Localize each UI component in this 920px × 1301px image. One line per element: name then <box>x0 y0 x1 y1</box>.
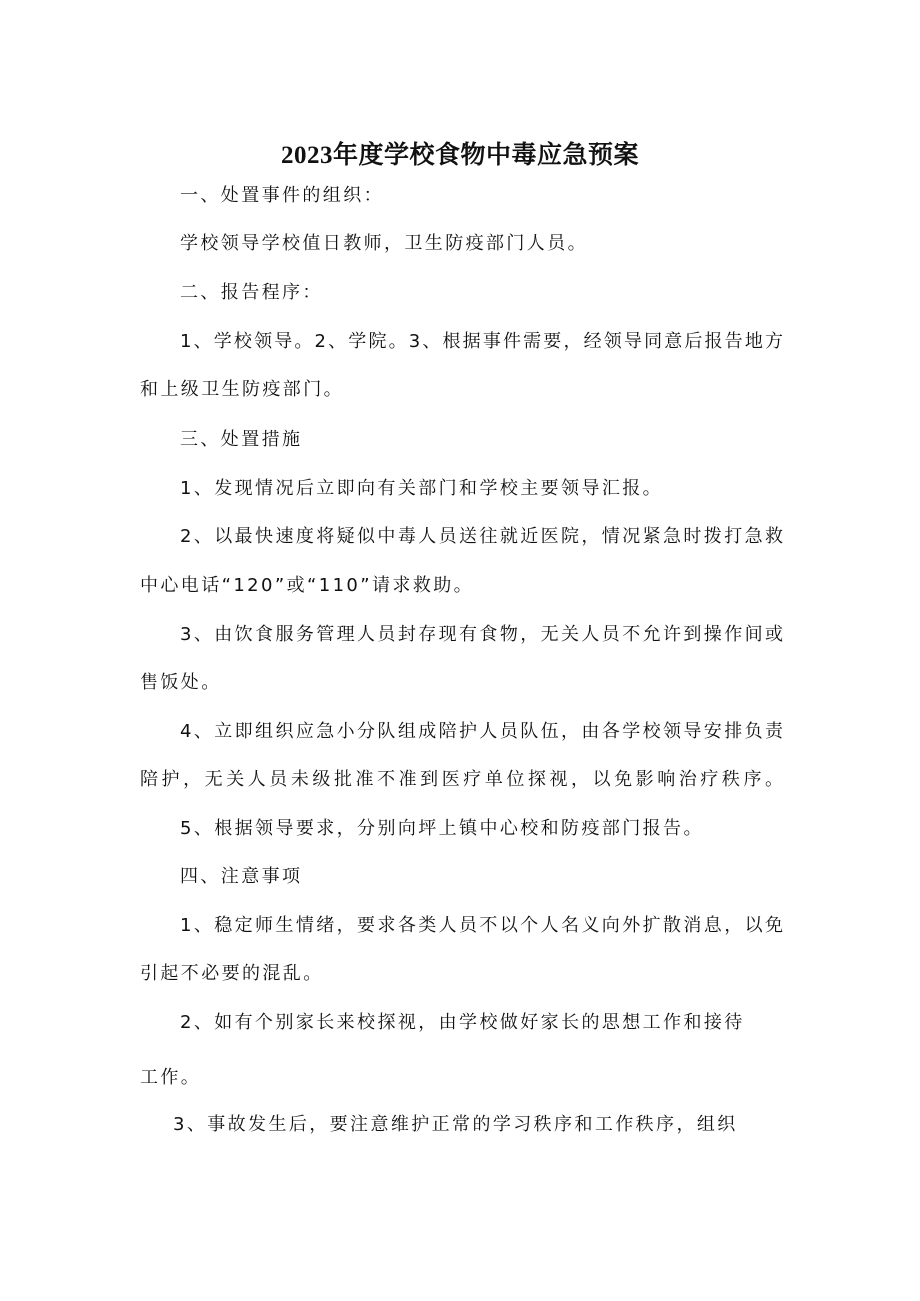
section-heading-3: 三、处置措施 <box>180 429 303 450</box>
paragraph-line: 1、学校领导。2、学院。3、根据事件需要，经领导同意后报告地方 <box>180 331 783 352</box>
paragraph-line: 陪护，无关人员未级批准不准到医疗单位探视，以免影响治疗秩序。 <box>140 769 783 790</box>
paragraph-line: 3、事故发生后，要注意维护正常的学习秩序和工作秩序，组织 <box>173 1114 738 1135</box>
paragraph-line: 3、由饮食服务管理人员封存现有食物，无关人员不允许到操作间或 <box>180 624 783 645</box>
paragraph-line: 2、以最快速度将疑似中毒人员送往就近医院，情况紧急时拨打急救 <box>180 526 783 547</box>
paragraph-line: 2、如有个别家长来校探视，由学校做好家长的思想工作和接待 <box>180 1012 745 1033</box>
paragraph-line: 4、立即组织应急小分队组成陪护人员队伍，由各学校领导安排负责 <box>180 721 783 742</box>
paragraph-line: 中心电话“120”或“110”请求救助。 <box>140 575 475 596</box>
paragraph-line: 1、发现情况后立即向有关部门和学校主要领导汇报。 <box>180 478 664 499</box>
paragraph-line: 1、稳定师生情绪，要求各类人员不以个人名义向外扩散消息，以免 <box>180 915 783 936</box>
document-title: 2023年度学校食物中毒应急预案 <box>280 142 639 169</box>
paragraph-line: 工作。 <box>140 1067 202 1088</box>
paragraph-line: 售饭处。 <box>140 672 222 693</box>
paragraph-line: 引起不必要的混乱。 <box>140 963 324 984</box>
paragraph-line: 学校领导学校值日教师，卫生防疫部门人员。 <box>180 233 588 254</box>
section-heading-4: 四、注意事项 <box>180 866 303 887</box>
paragraph-line: 和上级卫生防疫部门。 <box>140 379 344 400</box>
section-heading-1: 一、处置事件的组织： <box>180 185 384 206</box>
section-heading-2: 二、报告程序： <box>180 282 323 303</box>
paragraph-line: 5、根据领导要求，分别向坪上镇中心校和防疫部门报告。 <box>180 818 704 839</box>
